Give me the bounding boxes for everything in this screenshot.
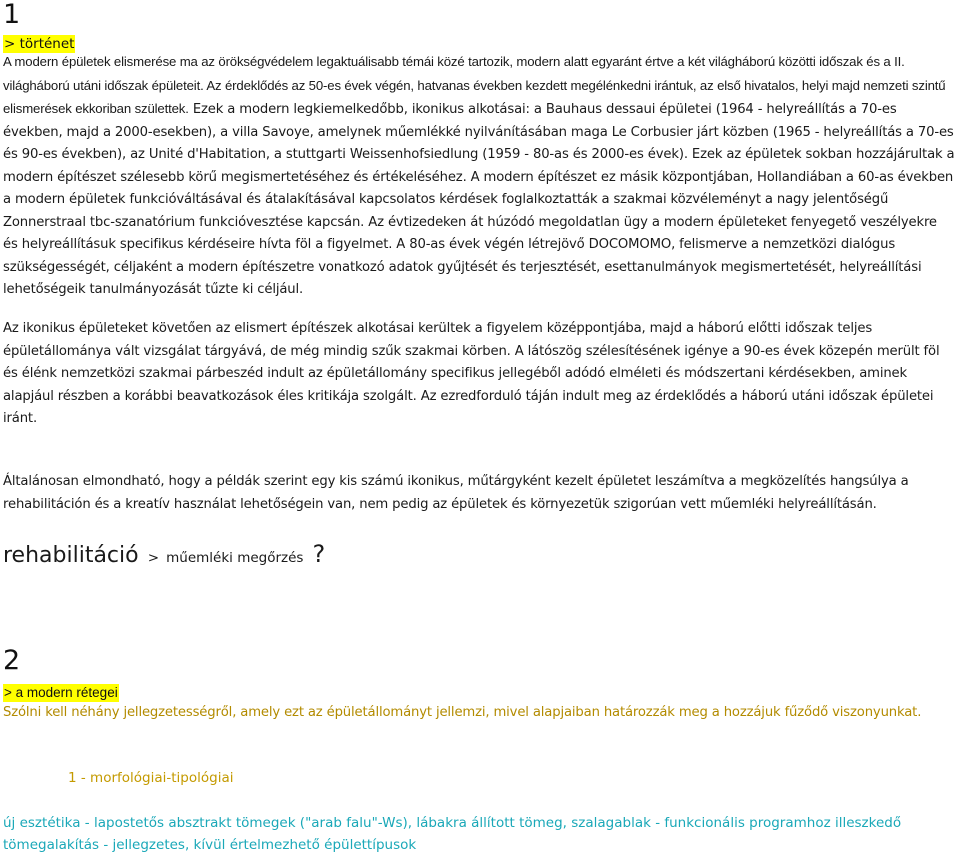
section-heading — [3, 33, 75, 53]
term-preservation: műemléki megőrzés — [166, 550, 304, 566]
subheading: 1 - morfológiai-tipológiai — [68, 770, 234, 786]
section-number: 2 — [3, 645, 21, 676]
paragraph-part: Ezek a modern legkiemelkedőbb, ikonikus alkotásai: a Bauhaus dessaui épületei (1964 - helyreállítás a 70-es években, majd a 2000-esekben), a villa Savoye, amelynek műemlékké nyilvánításában maga Le Corbusier járt közben (1965 - helyreállítás a 70-es és 90-es években), az Unité d'Habitation, a stuttgarti Weissenhofsiedlung (1959 - 80-as és 2000-es évek). Ezek az épületek sokban hozzájárultak a modern építészet szélesebb körű megismertetéséhez és értékeléséhez. A modern építészet ez másik központjában, Hollandiában a 60-as években a modern épületek funkcióváltásával és átalakításával kapcsolatos kérdések foglalkoztatták a szakmai közvéleményt a nagy jelentőségű Zonnerstraal tbc-szanatórium funkcióvesztése kapcsán. Az évtizedeken át húzódó megoldatlan ügy a modern épületeket fenyegető veszélyekre és helyreállításuk specifikus kérdéseire hívta föl a figyelmet. A 80-as évek végén létrejövő DOCOMOMO, felismerve a nemzetközi dialógus szükségességét, céljaként a modern építészetre vonatkozó adatok gyűjtését és terjesztését, esettanulmányok megismertetését, helyreállítási lehetőségeik tanulmányozását tűzte ki céljául. — [3, 102, 955, 297]
section-heading — [3, 682, 119, 702]
highlighted-heading: > a modern rétegei — [4, 685, 118, 700]
paragraph-part: A modern épületek elismerése ma az örökségvédelem legaktuálisabb témái közé tartozik, modern alatt egyaránt értve a két világháború közötti időszak és a II. világháború utáni időszak épületeit. Az érdeklődés az 50-es évek végén, hatvanas években kezdett megélénkedni irántuk, az első hivatalos, helyi majd nemzeti szintű elismerések ekkoriban születtek. — [3, 54, 946, 116]
paragraph: Általánosan elmondható, hogy a példák szerint egy kis számú ikonikus, műtárgyként kezelt épületet leszámítva a megközelítés hangsúlya a rehabilitáción és a kreatív használat lehetőségein van, nem pedig az épületek és környezetük szigorúan vett műemléki helyreállításán. — [3, 474, 909, 512]
teal-line: tömegalakítás - jellegzetes, kívül értelmezhető épülettípusok — [3, 837, 417, 853]
intro-text: Szólni kell néhány jellegzetességről, amely ezt az épületállományt jellemzi, mivel alapjaiban határozzák meg a hozzájuk fűződő viszonyunkat. — [3, 705, 922, 720]
teal-line: új esztétika - lapostetős absztrakt tömegek ("arab falu"-Ws), lábakra állított tömeg, szalagablak - funkcionális programhoz illeszkedő — [3, 815, 902, 831]
paragraph: Az ikonikus épületeket követően az elismert építészek alkotásai kerültek a figyelem középpontjába, majd a háború előtti időszak teljes épületállománya vált vizsgálat tárgyává, de még mindig szűk szakmai körben. A látószög szélesítésének igénye a 90-es évek közepén merült föl és élénk nemzetközi szakmai párbeszéd indult az épületállomány specifikus jellegéből adódó elméleti és módszertani kérdésekben, aminek alapjául részben a korábbi beavatkozások éles kritikája szolgált. Az ezredforduló táján indult meg az érdeklődés a háború utáni időszak épületei iránt. — [3, 321, 940, 426]
highlighted-heading: > történet — [4, 36, 75, 52]
question-mark: ? — [312, 540, 326, 568]
term-line — [3, 540, 325, 570]
term-arrow: > — [147, 550, 160, 566]
section-number: 1 — [3, 0, 21, 30]
paragraph — [3, 51, 955, 302]
term-rehabilitation: rehabilitáció — [3, 543, 139, 568]
